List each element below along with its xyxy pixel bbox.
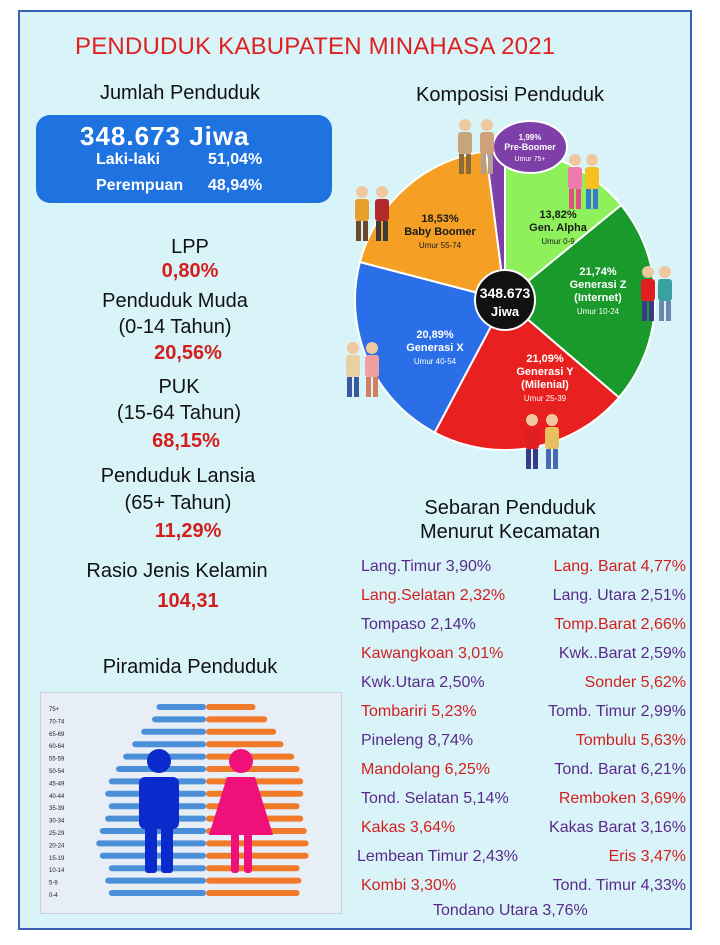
kecamatan-item: Tomb. Timur 2,99%: [548, 703, 686, 720]
pyramid-bar-male: [109, 890, 206, 896]
kecamatan-item: Tond. Barat 6,21%: [554, 761, 686, 778]
pyramid-svg: [41, 693, 341, 913]
pyramid-bar-male: [109, 865, 206, 871]
pyramid-bar-male: [105, 878, 206, 884]
rasio-value: 104,31: [157, 590, 219, 612]
composition-pie: [340, 110, 690, 490]
kecamatan-item: Tond. Selatan 5,14%: [361, 790, 509, 807]
kecamatan-item: Sonder 5,62%: [584, 674, 686, 691]
pyramid-age-label: 40-44: [49, 793, 65, 800]
lpp-label: LPP: [171, 236, 209, 258]
pie-label-3-0: 21,09%: [526, 353, 564, 365]
pyramid-bar-female: [206, 878, 301, 884]
rasio-label: Rasio Jenis Kelamin: [86, 560, 268, 582]
page-title: PENDUDUK KABUPATEN MINAHASA 2021: [75, 33, 556, 60]
kecamatan-item: Tombulu 5,63%: [575, 732, 686, 749]
pyramid-age-label: 45-49: [49, 781, 65, 788]
pyramid-age-label: 35-39: [49, 806, 65, 813]
pyramid-bar-female: [206, 729, 276, 735]
pyramid-age-label: 60-64: [49, 744, 65, 751]
pie-label-0-0: 1,99%: [518, 133, 542, 142]
pyramid-bar-male: [157, 704, 207, 710]
kecamatan-item: Remboken 3,69%: [558, 790, 686, 807]
pyramid-age-label: 20-24: [49, 843, 65, 850]
kecamatan-item: Kwk.Utara 2,50%: [361, 674, 485, 691]
pie-label-1-2: Umur 0-9: [541, 237, 575, 246]
laki-value: 51,04%: [208, 151, 263, 168]
pyramid-bar-female: [206, 840, 309, 846]
person-figure-icon: [346, 342, 360, 397]
person-figure-icon: [658, 266, 672, 321]
puk-label: PUK: [158, 376, 200, 398]
total-value: 348.673 Jiwa: [80, 121, 250, 151]
perempuan-value: 48,94%: [208, 177, 263, 194]
kecamatan-item: Tompaso 2,14%: [361, 616, 476, 633]
kecamatan-item: Lang. Barat 4,77%: [553, 558, 686, 575]
pyramid-bar-female: [206, 865, 300, 871]
puk-value: 68,15%: [152, 430, 220, 452]
lansia-sub: (65+ Tahun): [124, 492, 232, 514]
person-figure-icon: [365, 342, 379, 397]
pyramid-age-label: 10-14: [49, 868, 65, 875]
pyramid-bar-female: [206, 704, 256, 710]
pie-label-5-0: 18,53%: [421, 213, 459, 225]
muda-label: Penduduk Muda: [102, 290, 248, 312]
pie-label-1-0: 13,82%: [539, 209, 577, 221]
pyramid-age-label: 55-59: [49, 756, 65, 763]
pie-label-2-3: Umur 10-24: [576, 307, 620, 316]
kecamatan-item: Lang.Selatan 2,32%: [361, 587, 506, 604]
kecamatan-item: Tondano Utara 3,76%: [433, 902, 588, 919]
pie-label-4-1: Generasi X: [406, 342, 464, 354]
pie-label-3-1: Generasi Y: [516, 366, 574, 378]
person-figure-icon: [545, 414, 559, 469]
pie-label-0-1: Pre-Boomer: [504, 142, 556, 152]
perempuan-label: Perempuan: [96, 177, 184, 194]
pyramid-age-label: 5-9: [49, 880, 58, 887]
lansia-value: 11,29%: [154, 520, 222, 542]
person-figure-icon: [355, 186, 369, 241]
kecamatan-item: Lang.Timur 3,90%: [361, 558, 492, 575]
kecamatan-item: Mandolang 6,25%: [361, 761, 490, 778]
lansia-label: Penduduk Lansia: [100, 465, 256, 487]
total-population-box: [36, 115, 332, 203]
pyramid-age-label: 75+: [49, 707, 60, 713]
kecamatan-item: Tomp.Barat 2,66%: [554, 616, 686, 633]
pie-label-5-2: Umur 55-74: [418, 241, 462, 250]
jumlah-heading: Jumlah Penduduk: [99, 82, 261, 104]
sebaran-heading-1: Sebaran Penduduk: [424, 497, 596, 519]
muda-sub: (0-14 Tahun): [118, 316, 232, 338]
pyramid-age-label: 65-69: [49, 731, 65, 738]
pyramid-age-label: 0-4: [49, 893, 58, 899]
pyramid-bar-female: [206, 890, 300, 896]
pyramid-age-label: 50-54: [49, 769, 65, 775]
komposisi-heading: Komposisi Penduduk: [416, 84, 604, 106]
kecamatan-item: Pineleng 8,74%: [361, 732, 474, 749]
lpp-value: 0,80%: [161, 260, 219, 282]
pie-label-2-0: 21,74%: [579, 266, 617, 278]
pyramid-bar-male: [132, 741, 206, 747]
kecamatan-item: Kakas 3,64%: [361, 819, 456, 836]
pie-label-4-2: Umur 40-54: [413, 357, 457, 366]
pyramid-age-label: 25-29: [49, 831, 65, 837]
pie-center-value: 348.673: [479, 285, 531, 301]
pyramid-age-label: 15-19: [49, 855, 65, 862]
pie-center-unit: Jiwa: [490, 304, 520, 319]
kecamatan-item: Lang. Utara 2,51%: [552, 587, 686, 604]
kecamatan-item: Tombariri 5,23%: [361, 703, 477, 720]
pyramid-bar-female: [206, 853, 309, 859]
pie-label-3-2: (Milenial): [521, 379, 569, 391]
pyramid-bar-female: [206, 716, 267, 722]
muda-value: 20,56%: [154, 342, 222, 364]
pie-label-2-1: Generasi Z: [569, 279, 627, 291]
pyramid-bar-female: [206, 766, 300, 772]
puk-sub: (15-64 Tahun): [116, 402, 242, 424]
pie-label-0-2: Umur 75+: [514, 156, 546, 163]
person-figure-icon: [525, 414, 539, 469]
kecamatan-item: Kombi 3,30%: [361, 877, 457, 894]
pyramid-age-label: 70-74: [49, 719, 65, 726]
pie-label-1-1: Gen. Alpha: [529, 222, 587, 234]
kecamatan-item: Kwk..Barat 2,59%: [558, 645, 686, 662]
pyramid-heading: Piramida Penduduk: [102, 656, 278, 678]
kecamatan-item: Lembean Timur 2,43%: [357, 848, 518, 865]
pyramid-age-label: 30-34: [49, 818, 65, 825]
pyramid-bar-male: [141, 729, 206, 735]
population-pyramid: [40, 692, 342, 914]
sebaran-heading-2: Menurut Kecamatan: [419, 521, 601, 543]
pie-label-3-3: Umur 25-39: [523, 394, 567, 403]
kecamatan-item: Eris 3,47%: [608, 848, 686, 865]
kecamatan-item: Kakas Barat 3,16%: [549, 819, 686, 836]
pie-label-4-0: 20,89%: [416, 329, 454, 341]
pie-label-5-1: Baby Boomer: [404, 226, 476, 238]
pyramid-bar-female: [206, 741, 283, 747]
pie-label-2-2: (Internet): [574, 292, 622, 304]
pyramid-bar-male: [152, 716, 206, 722]
laki-label: Laki-laki: [96, 151, 161, 168]
kecamatan-item: Kawangkoan 3,01%: [361, 645, 504, 662]
kecamatan-item: Tond. Timur 4,33%: [552, 877, 686, 894]
